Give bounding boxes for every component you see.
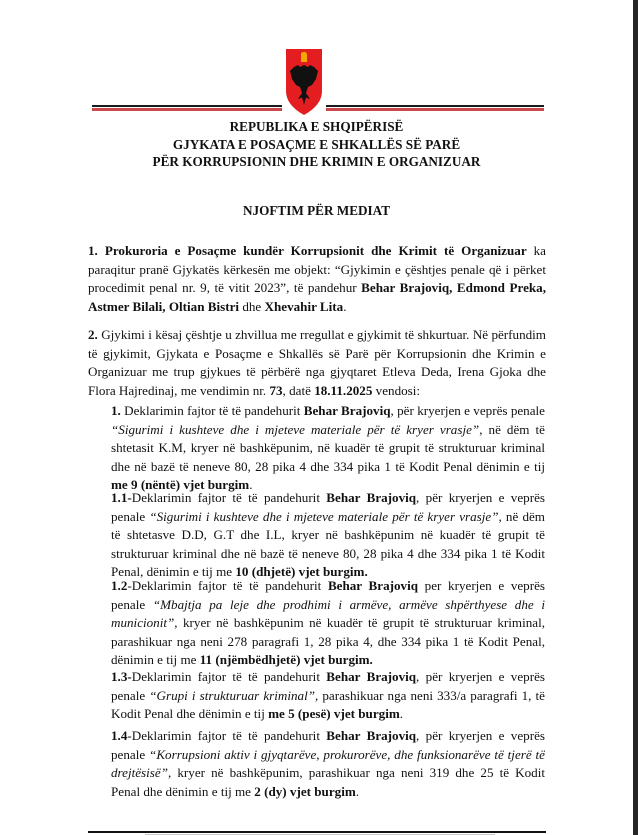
defendant-name: Behar Brajoviq <box>326 669 417 684</box>
defendant-names: Behar Brajoviq, Edmond Preka, Astmer Bilali, Oltian Bistri <box>88 280 546 314</box>
prosecutor-name: Prokuroria e Posaçme kundër Korrupsionit dhe Krimit të Organizuar <box>104 243 527 258</box>
item-text: , për kryerjen e veprës penale <box>111 728 545 762</box>
item-text: Deklarimin fajtor të të pandehurit <box>120 403 304 418</box>
sentence: 10 (dhjetë) vjet burgim. <box>235 564 368 580</box>
item-text: , parashikuar nga neni 333/a paragrafi 1, të Kodit Penal dhe dënimin e tij <box>111 687 545 722</box>
defendant-name: Behar Brajoviq <box>327 578 419 593</box>
viewer-scrollbar[interactable] <box>633 0 638 835</box>
item-text: Deklarimin fajtor të të pandehurit <box>131 490 327 505</box>
paragraph-text: . <box>343 298 347 314</box>
item-number: 1. <box>111 403 121 418</box>
paragraph-text: , datë <box>282 382 315 398</box>
defendant-name: Behar Brajoviq <box>326 728 417 743</box>
header-rule-right <box>326 105 544 111</box>
item-text: , për kryerjen e veprës penale <box>111 669 545 703</box>
paragraph-text: vendosi: <box>372 382 421 398</box>
item-number: 1.3- <box>111 669 132 684</box>
header-line-court: GJYKATA E POSAÇME E SHKALLËS SË PARË <box>172 136 461 152</box>
sentence: me 5 (pesë) vjet burgim <box>268 706 400 722</box>
document-title: NJOFTIM PËR MEDIAT <box>242 203 390 218</box>
verdict-item <box>111 577 545 670</box>
sentence: 11 (njëmbëdhjetë) vjet burgim. <box>199 652 373 668</box>
paragraph-text: ka paraqitur pranë Gjykatës kërkesën me objekt: “Gjykimin e çështjes penale që i përket procedimit penal nr. 9, të vitit 2023”, të pandehur <box>88 243 546 296</box>
defendant-name: Behar Brajoviq <box>326 490 417 505</box>
helmet-icon <box>301 52 307 62</box>
decision-date: 18.11.2025 <box>314 382 373 398</box>
item-text: -Deklarimin fajtor të të pandehurit <box>127 728 327 743</box>
sentence: me 9 (nëntë) vjet burgim <box>111 477 250 493</box>
institution-header <box>0 118 633 171</box>
defendant-name: Behar Brajoviq <box>303 403 391 418</box>
sentence: 2 (dy) vjet burgim <box>254 783 356 799</box>
item-number: 1.2 <box>111 578 128 593</box>
header-line-republic: REPUBLIKA E SHQIPËRISË <box>229 119 404 134</box>
header-rule-left <box>92 105 282 111</box>
item-text: . <box>399 706 404 722</box>
item-text: , kryer në bashkëpunim, parashikuar nga neni 319 dhe 25 të Kodit Penal dhe dënimin e tij me <box>111 765 545 799</box>
verdict-item <box>111 489 545 582</box>
item-text: , në dëm të shtetasve D.D, G.T dhe I.L, kryer në bashkëpunim në kuadër të grupit të strukturuar kriminal dhe në bazë të neneve 80, 28 pika 4 dhe 334 pika 1 të Kodit Penal, dënimin e tij me <box>111 508 545 580</box>
item-text: . <box>249 477 253 493</box>
item-text: -Deklarimin fajtor të të pandehurit <box>127 578 328 593</box>
item-number: 1.4 <box>111 728 128 743</box>
offense-title: “Sigurimi i kushteve dhe i mjeteve materiale për të kryer vrasje” <box>149 508 499 524</box>
item-text: , për kryerjen e veprës penale <box>390 403 545 418</box>
decision-number: 73 <box>269 382 283 398</box>
paragraph-text: Gjykimi i kësaj çështje u zhvillua me rregullat e gjykimit të shkurtuar. Në përfundim të gjykimit, Gjykata e Posaçme e Shkallës së Parë për Korrupsionin dhe Krimin e Organizuar me trup gjykues të përbërë nga gjyqtaret Etleva Deda, Irena Gjoka dhe Flora Hajredinaj, me vendimin nr. <box>88 327 546 398</box>
verdict-item <box>111 668 545 724</box>
item-text: , për kryerjen e veprës penale <box>111 490 545 524</box>
albanian-emblem-icon <box>284 47 324 117</box>
offense-title: “Korrupsioni aktiv i gjyqtarëve, prokurorëve, dhe funksionarëve të tjerë të drejtësisë” <box>111 746 545 781</box>
paragraph-2 <box>88 326 546 400</box>
offense-title: “Sigurimi i kushteve dhe i mjeteve materiale për të kryer vrasje” <box>111 421 480 437</box>
item-text: , në dëm të shtetasit K.M, kryer në bashkëpunim, në kuadër të grupit të strukturuar kriminal dhe në bazë të neneve 80, 28 pika 4 dhe 334 pika 1 të Kodit Penal dënimin e tij <box>111 421 545 474</box>
header-line-jurisdiction: PËR KORRUPSIONIN DHE KRIMIN E ORGANIZUAR <box>152 154 481 169</box>
item-text: , kryer në bashkëpunim në kuadër të grupit të strukturuar kriminal, parashikuar nga neni 278 paragrafi 1, 28 pika 4, dhe 334 pika 1 të Kodit Penal, dënimin e tij me <box>111 615 545 668</box>
item-text: . <box>355 783 360 799</box>
offense-title: “Mbajtja pa leje dhe prodhimi i armëve, armëve shpërthyese dhe i municionit” <box>111 596 545 631</box>
defendant-name-last: Xhevahir Lita <box>264 298 344 314</box>
item-text: per kryerjen e veprës penale <box>111 578 545 612</box>
footer-divider <box>88 831 546 833</box>
offense-title: “Grupi i strukturuar kriminal” <box>149 687 316 703</box>
paragraph-1 <box>88 242 546 316</box>
paragraph-text: dhe <box>239 298 265 314</box>
verdict-item <box>111 402 545 495</box>
paragraph-number: 1. <box>88 243 98 258</box>
paragraph-number: 2. <box>88 327 98 342</box>
verdict-item <box>111 727 545 801</box>
item-text: Deklarimin fajtor të të pandehurit <box>131 669 327 684</box>
item-number: 1.1- <box>111 490 132 505</box>
